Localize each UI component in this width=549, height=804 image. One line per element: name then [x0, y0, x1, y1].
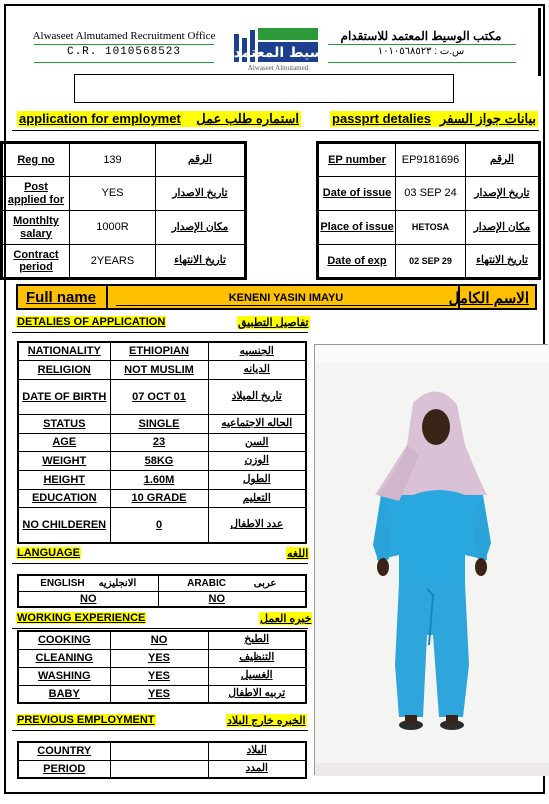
- row-value: [110, 742, 208, 760]
- table-row: [2, 177, 246, 211]
- table-row: [18, 508, 306, 543]
- experience-title: WORKING EXPERIENCE: [17, 612, 146, 624]
- full-name-label-ar: الاسم الكامل: [448, 290, 529, 307]
- reg-no-label-ar: الرقم: [156, 143, 246, 177]
- row-label: WEIGHT: [18, 452, 110, 471]
- arabic-level: NO: [158, 591, 306, 607]
- table-row: [318, 143, 540, 177]
- row-label: RELIGION: [18, 361, 110, 380]
- language-title: LANGUAGE: [17, 547, 80, 559]
- row-value: 1.60M: [110, 470, 208, 489]
- edge-bar: [538, 8, 541, 76]
- full-name-value: KENENI YASIN IMAYU: [116, 292, 456, 306]
- salary-label-ar: مكان الإصدار: [156, 211, 246, 245]
- post-applied-label-ar: تاريخ الاصدار: [156, 177, 246, 211]
- row-label-ar: الطول: [208, 470, 306, 489]
- passport-title: [330, 111, 538, 127]
- row-label: PERIOD: [18, 760, 110, 778]
- row-label-ar: الحاله الاجتماعيه: [208, 415, 306, 434]
- english-label-ar: الانجليزيه: [98, 577, 137, 589]
- table-row: [18, 685, 306, 703]
- experience-title-ar: خبره العمل: [260, 613, 312, 625]
- issue-place-label-ar: مكان الإصدار: [466, 211, 540, 245]
- english-level: NO: [18, 591, 158, 607]
- row-value: YES: [110, 685, 208, 703]
- row-value: 10 GRADE: [110, 489, 208, 508]
- post-applied-value: YES: [70, 177, 156, 211]
- previous-table: [17, 741, 307, 779]
- ep-number-label-ar: الرقم: [466, 143, 540, 177]
- english-label: [18, 575, 158, 591]
- contract-value: 2YEARS: [70, 245, 156, 279]
- table-row: [18, 667, 306, 685]
- table-row: [318, 245, 540, 279]
- row-label-ar: الغسيل: [208, 667, 306, 685]
- table-row: [2, 143, 246, 177]
- passport-table: [316, 141, 541, 280]
- arabic-label-ar: عربى: [253, 577, 277, 589]
- exp-date-label-ar: تاريخ الانتهاء: [466, 245, 540, 279]
- full-name-bar: [16, 284, 537, 310]
- previous-title: PREVIOUS EMPLOYMENT: [17, 714, 155, 726]
- applicant-photo: [314, 344, 548, 775]
- exp-date-value: 02 SEP 29: [396, 245, 466, 279]
- details-title: DETALIES OF APPLICATION: [17, 316, 166, 328]
- table-row: [2, 211, 246, 245]
- table-row: [18, 433, 306, 452]
- row-value: 23: [110, 433, 208, 452]
- row-label-ar: التعليم: [208, 489, 306, 508]
- row-label: WASHING: [18, 667, 110, 685]
- row-label: EDUCATION: [18, 489, 110, 508]
- application-title-ar: استماره طلب عمل: [196, 111, 299, 126]
- row-value: YES: [110, 667, 208, 685]
- reg-no-label: Reg no: [2, 143, 70, 177]
- row-label: NATIONALITY: [18, 342, 110, 361]
- table-row: [18, 415, 306, 434]
- issue-date-label: Date of issue: [318, 177, 396, 211]
- row-label: NO CHILDEREN: [18, 508, 110, 543]
- table-row: [18, 631, 306, 649]
- section-line: [12, 628, 308, 629]
- blank-field: [74, 74, 454, 103]
- office-name-en: Alwaseet Almutamed Recruitment Office: [32, 30, 216, 42]
- issue-date-value: 03 SEP 24: [396, 177, 466, 211]
- row-label: DATE OF BIRTH: [18, 379, 110, 414]
- table-row: [18, 575, 306, 591]
- table-row: [318, 211, 540, 245]
- row-value: NO: [110, 631, 208, 649]
- english-label-en: ENGLISH: [40, 577, 85, 589]
- exp-date-label: Date of exp: [318, 245, 396, 279]
- header-divider: [328, 44, 516, 45]
- table-row: [18, 649, 306, 667]
- header-divider: [34, 44, 214, 45]
- section-line: [12, 332, 308, 333]
- row-label-ar: تاريخ الميلاد: [208, 379, 306, 414]
- applicant-portrait: [315, 345, 549, 776]
- issue-date-label-ar: تاريخ الإصدار: [466, 177, 540, 211]
- table-row: [318, 177, 540, 211]
- passport-title-en: passprt detalies: [332, 111, 431, 126]
- table-row: [18, 470, 306, 489]
- row-label: BABY: [18, 685, 110, 703]
- details-title-ar: تفاصيل التطبيق: [238, 317, 309, 329]
- row-label-ar: البلاد: [208, 742, 306, 760]
- application-table: [0, 141, 247, 280]
- application-title-en: application for employmet: [19, 111, 181, 126]
- ep-number-value: EP9181696: [396, 143, 466, 177]
- language-table: [17, 574, 307, 608]
- issue-place-label: Place of issue: [318, 211, 396, 245]
- row-label-ar: عدد الاطفال: [208, 508, 306, 543]
- row-label-ar: الطبخ: [208, 631, 306, 649]
- row-label-ar: المدد: [208, 760, 306, 778]
- header-divider: [34, 62, 214, 63]
- application-title: [17, 111, 301, 127]
- details-table: [17, 341, 307, 544]
- header-divider: [328, 62, 516, 63]
- table-row: [18, 760, 306, 778]
- table-row: [18, 742, 306, 760]
- title-underline: [12, 130, 539, 131]
- row-value: NOT MUSLIM: [110, 361, 208, 380]
- row-label-ar: التنظيف: [208, 649, 306, 667]
- row-value: SINGLE: [110, 415, 208, 434]
- row-label: STATUS: [18, 415, 110, 434]
- post-applied-label: Post applied for: [2, 177, 70, 211]
- row-value: 58KG: [110, 452, 208, 471]
- table-row: [2, 245, 246, 279]
- previous-title-ar: الخبره خارج البلاد: [227, 715, 306, 727]
- row-value: 0: [110, 508, 208, 543]
- divider: [106, 286, 108, 308]
- table-row: [18, 591, 306, 607]
- table-row: [18, 361, 306, 380]
- row-label-ar: السن: [208, 433, 306, 452]
- arabic-label-en: ARABIC: [187, 577, 226, 589]
- arabic-label: [158, 575, 306, 591]
- row-value: ETHIOPIAN: [110, 342, 208, 361]
- row-label: COOKING: [18, 631, 110, 649]
- language-title-ar: اللغه: [287, 548, 309, 560]
- salary-label: Monthlty salary: [2, 211, 70, 245]
- section-line: [12, 730, 308, 731]
- ep-number-label: EP number: [318, 143, 396, 177]
- contract-label: Contract period: [2, 245, 70, 279]
- cr-number-en: C.R. 1010568523: [66, 46, 182, 58]
- row-label: CLEANING: [18, 649, 110, 667]
- row-label-ar: الجنسيه: [208, 342, 306, 361]
- row-value: [110, 760, 208, 778]
- cr-number-ar: س.ت : ١٠١٠٥٦٨٥٢٣: [377, 46, 465, 57]
- row-label-ar: الوزن: [208, 452, 306, 471]
- row-label: HEIGHT: [18, 470, 110, 489]
- section-line: [12, 563, 308, 564]
- contract-label-ar: تاريخ الانتهاء: [156, 245, 246, 279]
- row-label-ar: الديانه: [208, 361, 306, 380]
- row-label: COUNTRY: [18, 742, 110, 760]
- experience-table: [17, 630, 307, 704]
- row-label: AGE: [18, 433, 110, 452]
- reg-no-value: 139: [70, 143, 156, 177]
- salary-value: 1000R: [70, 211, 156, 245]
- table-row: [18, 489, 306, 508]
- table-row: [18, 379, 306, 414]
- row-value: YES: [110, 649, 208, 667]
- table-row: [18, 342, 306, 361]
- row-value: 07 OCT 01: [110, 379, 208, 414]
- logo-subtitle: Alwaseet Almutamed: [247, 64, 309, 72]
- full-name-label: Full name: [26, 289, 97, 306]
- svg-text:الوسيط المعتمد: الوسيط المعتمد: [233, 45, 343, 61]
- issue-place-value: HETOSA: [396, 211, 466, 245]
- table-row: [18, 452, 306, 471]
- row-label-ar: تربيه الاطفال: [208, 685, 306, 703]
- office-name-ar: مكتب الوسيط المعتمد للاستقدام: [340, 29, 502, 43]
- passport-title-ar: بيانات جواز السفر: [439, 111, 536, 126]
